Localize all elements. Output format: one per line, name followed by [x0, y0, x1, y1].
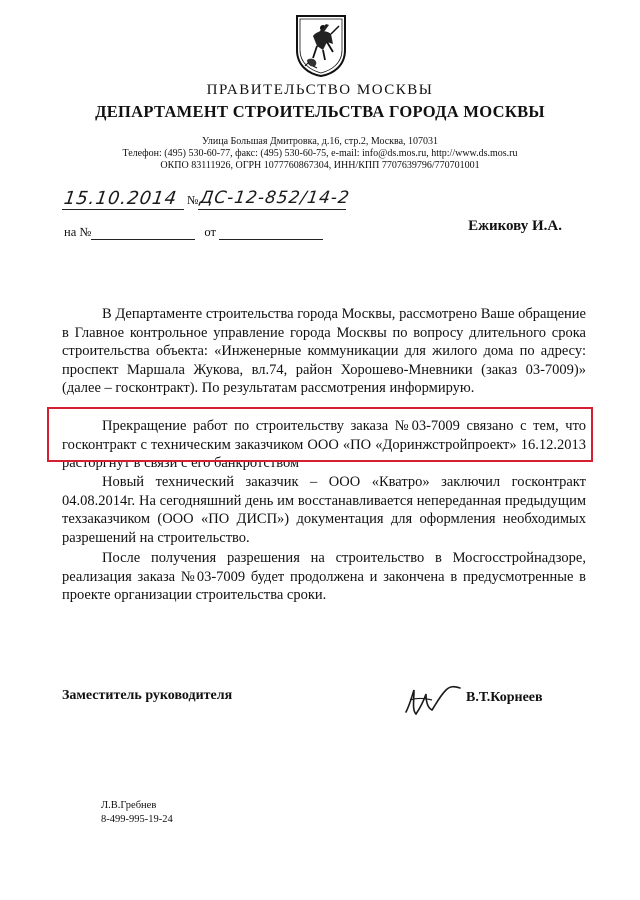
date-underline: [62, 209, 184, 210]
body-paragraph: Новый технический заказчик – ООО «Кватро» заключил госконтракт 04.08.2014г. На сегодняшний день им восстанавливается непереданная предыдущим техзаказчиком (ООО «ПО ДИСП») документация для оформления необходимых разрешений на строительство.: [62, 474, 586, 546]
contacts-line: Телефон: (495) 530-60-77, факс: (495) 530-60-75, e-mail: info@ds.mos.ru, http://www.ds.mos.ru: [122, 148, 518, 159]
executor-phone: 8-499-995-19-24: [101, 814, 173, 825]
executor-name: Л.В.Гребнев: [101, 800, 157, 811]
reference-date-label: от: [204, 225, 216, 239]
outgoing-date: 15.10.2014: [62, 188, 179, 209]
reference-number-label: на №: [64, 225, 92, 239]
body-paragraph: После получения разрешения на строительство в Мосгосстройнадзоре, реализация заказа №03-7009 будет продолжена и закончена в предусмотренные в проекте организации строительства сроки.: [62, 550, 586, 604]
reference-date-blank: [219, 229, 323, 240]
body-paragraph: В Департаменте строительства города Москвы, рассмотрено Ваше обращение в Главное контрольное управление города Москвы по вопросу длительного срока строительства объекта: «Инженерные коммуникации для жилого дома по адресу: проспект Маршала Жукова, вл.74, район Хорошево-Мневники (заказ 03-7009)» (далее – госконтракт). По результатам рассмотрения информирую.: [62, 306, 586, 397]
number-underline: [198, 209, 346, 210]
reference-line: [64, 225, 323, 240]
department-name: ДЕПАРТАМЕНТ СТРОИТЕЛЬСТВА ГОРОДА МОСКВЫ: [95, 102, 545, 121]
address-line: Улица Большая Дмитровка, д.16, стр.2, Москва, 107031: [201, 136, 439, 147]
body-paragraph-highlighted: Прекращение работ по строительству заказа №03-7009 связано с тем, что госконтракт с техническим заказчиком ООО «ПО «Доринжстройпроект» 16.12.2013 расторгнут в связи с его банкротством: [62, 418, 586, 472]
signatory-title: Заместитель руководителя: [62, 688, 233, 703]
outgoing-number: ДС-12-852/14-2: [198, 188, 352, 208]
moscow-coat-of-arms-icon: [293, 12, 349, 78]
red-highlight-box: [47, 407, 593, 462]
handwritten-signature: [402, 682, 466, 720]
reference-number-blank: [91, 229, 195, 240]
recipient-name: Ежикову И.А.: [468, 218, 562, 234]
signatory-name: В.Т.Корнеев: [466, 690, 543, 705]
government-name: ПРАВИТЕЛЬСТВО МОСКВЫ: [206, 82, 434, 98]
outgoing-number-label: №: [187, 193, 199, 207]
registry-codes-line: ОКПО 83111926, ОГРН 1077760867304, ИНН/КПП 7707639796/770701001: [160, 160, 480, 171]
